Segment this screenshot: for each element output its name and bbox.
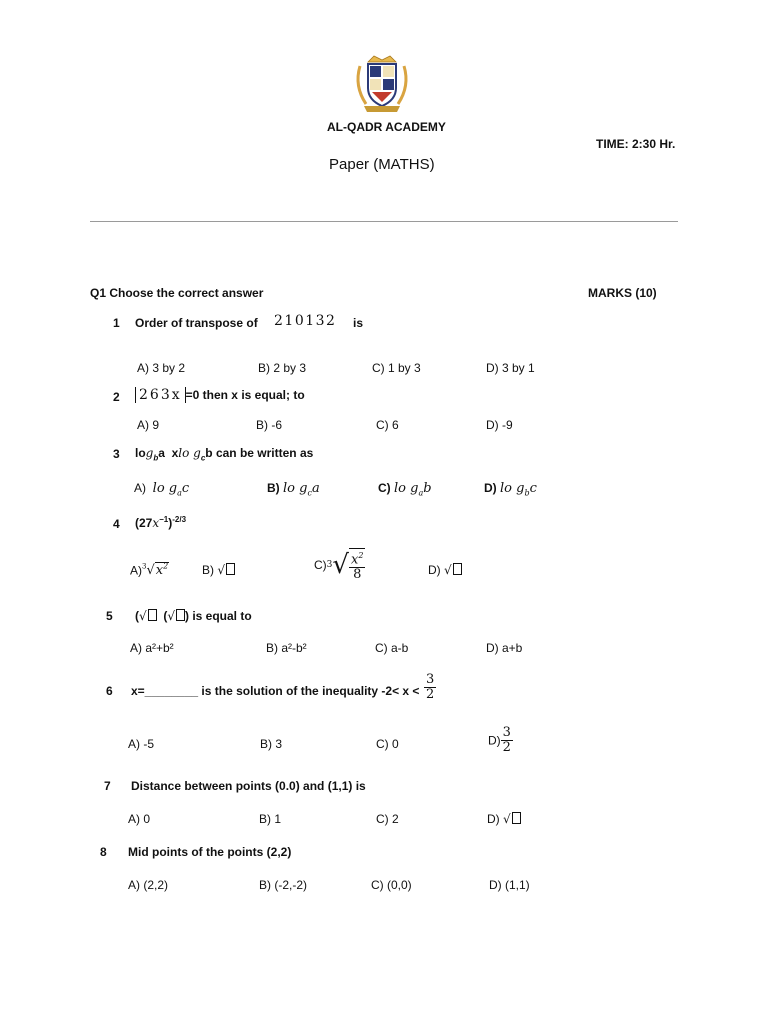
option-label: C) xyxy=(378,481,391,495)
question-text-part: ) is equal to xyxy=(184,609,252,623)
option-b[interactable]: B) 3 xyxy=(260,737,283,751)
question-text: $\log_ba$ xlo $g_cb$ can be written as xyxy=(135,446,314,463)
option-d[interactable]: D) (1,1) xyxy=(489,878,530,892)
question-text-part: =0 then x is equal; to xyxy=(185,388,305,402)
option-b[interactable]: B) √ xyxy=(202,563,235,577)
question-number: 8 xyxy=(100,845,107,859)
option-b[interactable]: B) (-2,-2) xyxy=(259,878,307,892)
question-number: 5 xyxy=(106,609,113,623)
option-b[interactable]: B) -6 xyxy=(256,418,283,432)
option-label: A) xyxy=(130,563,142,578)
question-text: Distance between points (0.0) and (1,1) is xyxy=(131,779,366,793)
question-number: 7 xyxy=(104,779,111,793)
time-label: TIME: 2:30 Hr. xyxy=(596,137,676,151)
fraction-three-halves: $\frac{3}{2}$ xyxy=(426,672,435,702)
question-text xyxy=(135,316,258,330)
determinant: 263x xyxy=(135,387,186,403)
option-label: C) xyxy=(314,558,327,573)
option-label: B) xyxy=(267,481,280,495)
option-d[interactable]: D) -9 xyxy=(486,418,513,432)
question-text xyxy=(135,387,305,403)
option-b[interactable]: B) 1 xyxy=(259,812,282,826)
option-label: D) xyxy=(487,812,500,826)
question-number: 1 xyxy=(113,316,120,330)
option-c[interactable]: C) a-b xyxy=(375,641,409,655)
option-b[interactable]: B) a²-b² xyxy=(266,641,307,655)
question-number: 4 xyxy=(113,517,120,531)
question-text: $(27x^{-1})^{-2/3}$ xyxy=(135,515,187,530)
option-b[interactable]: B) 2 by 3 xyxy=(258,361,307,375)
option-a[interactable]: A) lo $g_ac$ xyxy=(134,481,190,498)
option-label: D) xyxy=(488,733,501,748)
option-label: D) xyxy=(428,563,441,577)
section-title: Q1 Choose the correct answer xyxy=(90,286,264,300)
option-d[interactable]: D) 3 by 1 xyxy=(486,361,535,375)
option-d[interactable]: D) a+b xyxy=(486,641,523,655)
option-a[interactable]: A) a²+b² xyxy=(130,641,174,655)
option-a[interactable]: A) -5 xyxy=(128,737,155,751)
header-divider xyxy=(90,221,678,222)
section-marks: MARKS (10) xyxy=(588,286,657,300)
question-text: x=________ is the solution of the inequality -2< x < xyxy=(131,684,420,698)
option-c[interactable]: C) lo $g_ab$ xyxy=(378,481,432,498)
option-d[interactable]: D) √ xyxy=(487,812,521,826)
question-text-part: b can be written as xyxy=(205,446,314,460)
academy-name: AL-QADR ACADEMY xyxy=(327,120,446,134)
question-text-part: Order of transpose of xyxy=(135,316,258,330)
paper-title: Paper (MATHS) xyxy=(329,156,435,173)
option-c[interactable]: C) 0 xyxy=(376,737,399,751)
option-label: D) xyxy=(484,481,497,495)
matrix-values: 210132 xyxy=(274,313,337,329)
question-text: Mid points of the points (2,2) xyxy=(128,845,292,859)
option-c[interactable]: C) 1 by 3 xyxy=(372,361,421,375)
question-number: 3 xyxy=(113,447,120,461)
option-b[interactable]: B) lo $g_ca$ xyxy=(267,481,320,498)
option-a[interactable]: A) (2,2) xyxy=(128,878,169,892)
question-number: 6 xyxy=(106,684,113,698)
option-c[interactable]: C) 6 xyxy=(376,418,399,432)
option-label: A) xyxy=(134,481,146,495)
option-c[interactable]: C) 2 xyxy=(376,812,399,826)
academy-logo xyxy=(352,52,412,116)
question-number: 2 xyxy=(113,390,120,404)
option-c[interactable]: C)3√ $\frac{x^2}{8}$ xyxy=(314,548,365,582)
option-a[interactable]: $A)^3√x^2$ xyxy=(130,562,169,579)
option-c[interactable]: C) (0,0) xyxy=(371,878,412,892)
question-text: (√ (√ ) is equal to xyxy=(135,609,252,623)
exponent: -2/3 xyxy=(172,515,187,524)
option-a[interactable]: A) 3 by 2 xyxy=(137,361,186,375)
question-text-part: is xyxy=(353,316,364,330)
option-a[interactable]: A) 0 xyxy=(128,812,151,826)
option-d[interactable]: D) $\frac{3}{2}$ xyxy=(488,725,511,755)
option-d[interactable]: D) √ xyxy=(428,563,462,577)
option-d[interactable]: D) lo $g_bc$ xyxy=(484,481,537,498)
option-label: B) xyxy=(202,563,214,577)
option-a[interactable]: A) 9 xyxy=(137,418,160,432)
